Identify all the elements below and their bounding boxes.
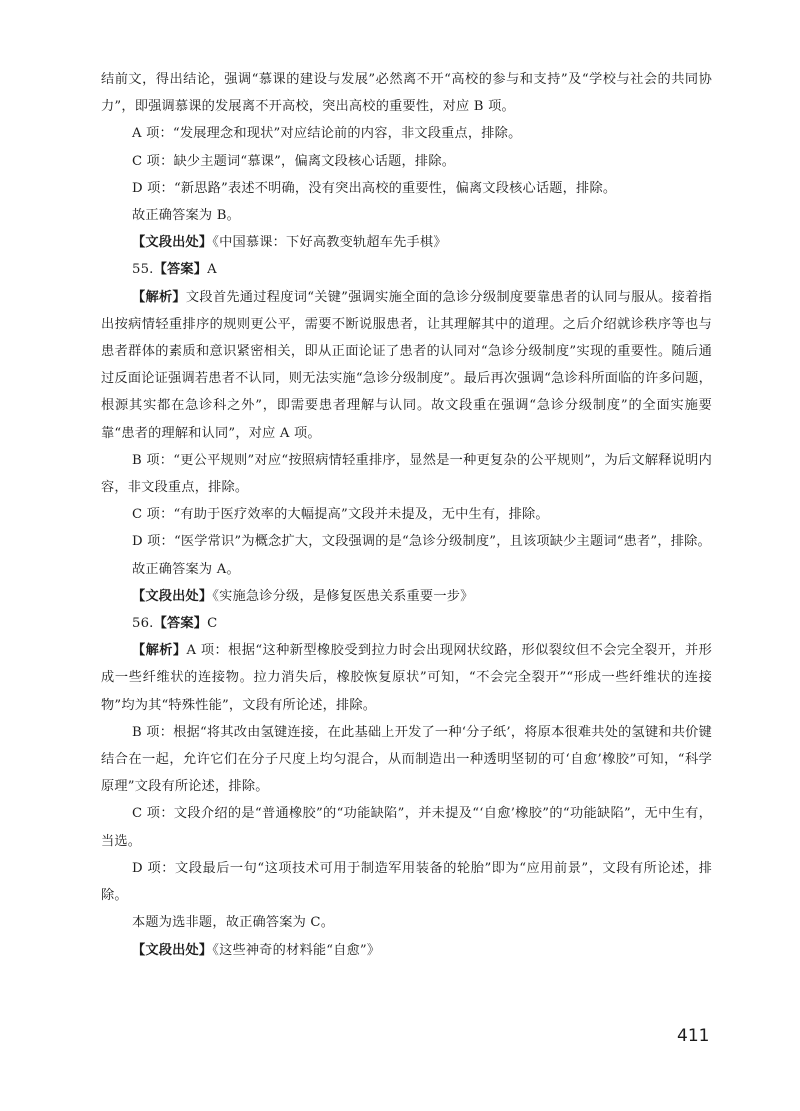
source-label: 【文段出处】 xyxy=(132,588,213,604)
paragraph-56-option-b: B 项：根据“将其改由氢键连接，在此基础上开发了一种‘分子纸’，将原本很难共处的氢键和共价键结合在一起，允许它们在分子尺度上均匀混合，从而制造出一种透明坚韧的可‘自愈’橡胶”可知，“科学原理”文段有所论述，排除。 xyxy=(101,724,712,795)
paragraph-56-answer: 本题为选非题，故正确答案为 C。 xyxy=(132,915,335,931)
paragraph-55-answer: 故正确答案为 A。 xyxy=(132,561,240,577)
paragraph-54-option-d: D 项：“新思路”表述不明确，没有突出高校的重要性，偏离文段核心话题，排除。 xyxy=(132,180,617,196)
paragraph-54-answer: 故正确答案为 B。 xyxy=(132,208,240,224)
source-label: 【文段出处】 xyxy=(132,942,213,958)
paragraph-54-option-a: A 项：“发展理念和现状”对应结论前的内容，非文段重点，排除。 xyxy=(132,126,522,142)
paragraph-55-source: 【文段出处】《实施急诊分级，是修复医患关系重要一步》 xyxy=(132,588,474,604)
answer-label: 【答案】 xyxy=(153,616,208,632)
paragraph-55-option-d: D 项：“医学常识”为概念扩大，文段强调的是“急诊分级制度”，且该项缺少主题词“患者”，排除。 xyxy=(132,534,711,550)
paragraph-54-conclusion: 结前文，得出结论，强调“慕课的建设与发展”必然离不开“高校的参与和支持”及“学校与社会的共同协力”，即强调慕课的发展离不开高校，突出高校的重要性，对应 B 项。 xyxy=(101,72,712,115)
question-number: 56. xyxy=(132,616,154,632)
paragraph-54-option-c: C 项：缺少主题词“慕课”，偏离文段核心话题，排除。 xyxy=(132,153,456,169)
paragraph-55-option-b: B 项：“更公平规则”对应“按照病情轻重排序，显然是一种更复杂的公平规则”，为后文解释说明内容，非文段重点，排除。 xyxy=(101,452,712,496)
answer-label: 【答案】 xyxy=(153,262,208,278)
source-label: 【文段出处】 xyxy=(132,235,213,251)
question-55-answer-line: 55.【答案】A xyxy=(132,262,217,278)
paragraph-56-analysis-a: 【解析】A 项：根据“这种新型橡胶受到拉力时会出现网状纹路，形似裂纹但不会完全裂开，并形成一些纤维状的连接物。拉力消失后，橡胶恢复原状”可知，“不会完全裂开”“形成一些纤维状的连接物”均为其“特殊性能”，文段有所论述，排除。 xyxy=(101,643,712,713)
question-56-answer-line: 56.【答案】C xyxy=(132,616,218,632)
paragraph-55-analysis: 【解析】文段首先通过程度词“关键”强调实施全面的急诊分级制度要靠患者的认同与服从。接着指出按病情轻重排序的规则更公平，需要不断说服患者，让其理解其中的道理。之后介绍就诊秩序等也与患者群体的素质和意识紧密相关，即从正面论证了患者的认同对“急诊分级制度”实现的重要性。随后通过反面论证强调若患者不认同，则无法实施“急诊分级制度”。最后再次强调“急诊科所面临的许多问题，根源其实都在急诊科之外”，即需要患者理解与认同。故文段重在强调“急诊分级制度”的全面实施要靠“患者的理解和认同”，对应 A 项。 xyxy=(101,289,712,441)
paragraph-55-option-c: C 项：“有助于医疗效率的大幅提高”文段并未提及，无中生有，排除。 xyxy=(132,507,549,523)
paragraph-56-option-c: C 项：文段介绍的是“普通橡胶”的“功能缺陷”，并未提及“‘自愈’橡胶”的“功能缺陷”，无中生有，当选。 xyxy=(101,806,712,849)
question-number: 55. xyxy=(132,262,154,278)
paragraph-54-source: 【文段出处】《中国慕课：下好高教变轨超车先手棋》 xyxy=(132,235,447,251)
analysis-label: 【解析】 xyxy=(132,289,186,305)
paragraph-56-option-d: D 项：文段最后一句“这项技术可用于制造军用装备的轮胎”即为“应用前景”，文段有所论述，排除。 xyxy=(101,860,712,904)
paragraph-56-source: 【文段出处】《这些神奇的材料能“自愈”》 xyxy=(132,942,381,958)
analysis-label: 【解析】 xyxy=(132,643,187,659)
page-number: 411 xyxy=(677,1026,710,1046)
